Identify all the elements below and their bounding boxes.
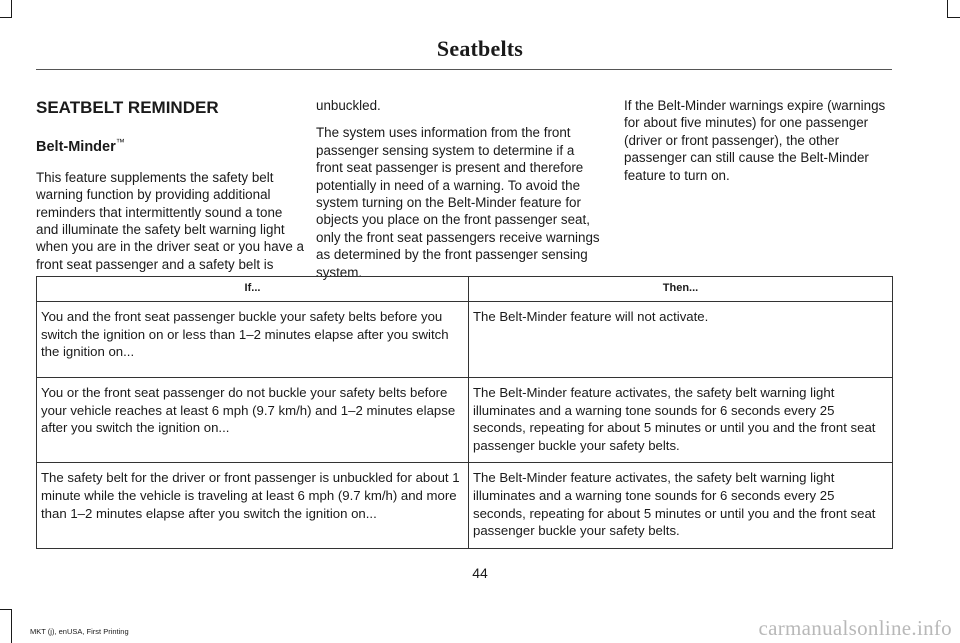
crop-mark-top-left-horizontal bbox=[0, 17, 12, 18]
belt-minder-table bbox=[36, 276, 893, 549]
page-title: Seatbelts bbox=[436, 36, 524, 61]
text-column-1 bbox=[36, 98, 306, 273]
crop-mark-top-left-vertical bbox=[11, 0, 12, 17]
paragraph-system: The system uses information from the front passenger sensing system to determine if a front seat passenger is present and therefore potentially in need of a warning. To avoid the system turning on the Belt-Minder feature for objects you place on the front passenger seat, only the front seat passengers receive warnings as determined by the front passenger sensing system. bbox=[316, 125, 600, 280]
sub-heading bbox=[36, 133, 306, 156]
paragraph-intro: This feature supplements the safety belt warning function by providing additional reminders that intermittently sound a tone and illuminate the safety belt warning light when you are in the driver seat or you have a front seat passenger and a safety belt is bbox=[36, 169, 304, 272]
table-header-row bbox=[37, 277, 893, 302]
crop-mark-top-right-vertical bbox=[947, 0, 948, 17]
table-row bbox=[37, 378, 893, 463]
table-header-if: If... bbox=[37, 277, 469, 302]
section-heading: SEATBELT REMINDER bbox=[36, 98, 219, 117]
table-cell-if: The safety belt for the driver or front passenger is unbuckled for about 1 minute while the vehicle is traveling at least 6 mph (9.7 km/h) and more than 1–2 minutes elapse after you switch the ignition on... bbox=[37, 463, 469, 548]
header-divider bbox=[36, 69, 892, 70]
crop-mark-top-right-horizontal bbox=[947, 17, 960, 18]
paragraph-expiry: If the Belt-Minder warnings expire (warnings for about five minutes) for one passenger (driver or front passenger), the other passenger can still cause the Belt-Minder feature to turn on. bbox=[624, 98, 886, 183]
watermark: carmanualsonline.info bbox=[758, 616, 952, 640]
page-number: 44 bbox=[472, 565, 488, 581]
table-header-then: Then... bbox=[469, 277, 893, 302]
table-cell-if: You or the front seat passenger do not buckle your safety belts before your vehicle reaches at least 6 mph (9.7 km/h) and 1–2 minutes elapse after you switch the ignition on... bbox=[37, 378, 469, 463]
table-cell-then: The Belt-Minder feature activates, the safety belt warning light illuminates and a warning tone sounds for 6 seconds every 25 seconds, repeating for about 5 minutes or until you and the front seat passenger buckle your safety belts. bbox=[469, 378, 893, 463]
text-column-2 bbox=[316, 97, 602, 291]
table-cell-then: The Belt-Minder feature will not activate. bbox=[469, 302, 893, 378]
table-row bbox=[37, 302, 893, 378]
sub-heading-text: Belt-Minder bbox=[36, 138, 116, 155]
table-cell-if: You and the front seat passenger buckle your safety belts before you switch the ignition on or less than 1–2 minutes elapse after you switch the ignition on... bbox=[37, 302, 469, 378]
crop-mark-bottom-left-horizontal bbox=[0, 609, 12, 610]
text-column-3 bbox=[624, 97, 896, 194]
trademark-mark: ™ bbox=[115, 137, 125, 147]
table-cell-then: The Belt-Minder feature activates, the safety belt warning light illuminates and a warning tone sounds for 6 seconds every 25 seconds, repeating for about 5 minutes or until you and the front seat passenger buckle your safety belts. bbox=[469, 463, 893, 548]
table-row bbox=[37, 463, 893, 548]
paragraph-intro-continuation: unbuckled. bbox=[316, 98, 381, 113]
crop-mark-bottom-left-vertical bbox=[11, 609, 12, 643]
edition-label: MKT (j), enUSA, First Printing bbox=[30, 627, 129, 636]
